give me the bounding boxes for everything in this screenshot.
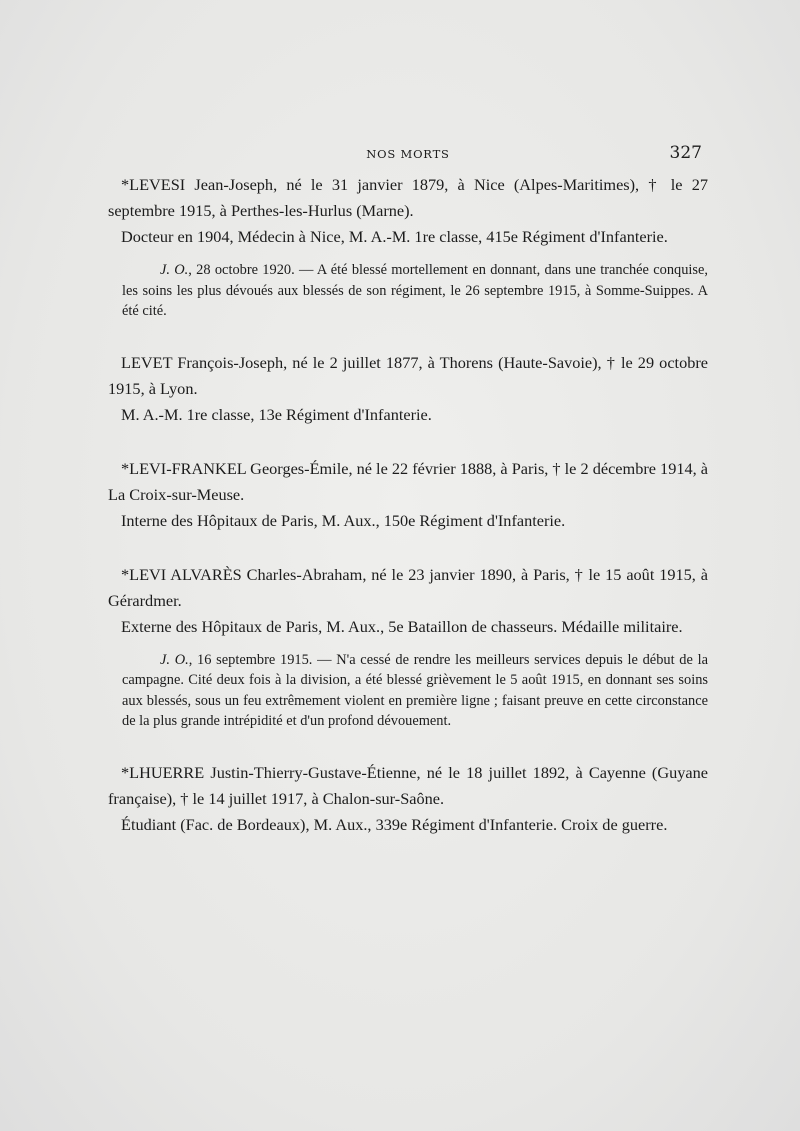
entry-detail: Interne des Hôpitaux de Paris, M. Aux., 150e Régiment d'Infanterie. (121, 510, 566, 530)
entry-heading: *LHUERRE Justin-Thierry-Gustave-Étienne, né le 18 juillet 1892, à Cayenne (Guyane française), † le 14 juillet 1917, à Chalon-sur-Saône. (108, 762, 708, 808)
entry-lhuerre (108, 760, 708, 838)
page-header (108, 143, 708, 165)
entry-detail: M. A.-M. 1re classe, 13e Régiment d'Infanterie. (121, 404, 432, 424)
entry-detail: Étudiant (Fac. de Bordeaux), M. Aux., 339e Régiment d'Infanterie. Croix de guerre. (121, 814, 668, 834)
entry-heading: *LEVI ALVARÈS Charles-Abraham, né le 23 janvier 1890, à Paris, † le 15 août 1915, à Gérardmer. (108, 564, 708, 610)
page-number: 327 (669, 143, 702, 163)
entry-levesi (108, 172, 708, 322)
citation-source: J. O. (160, 651, 189, 668)
entry-levi-frankel (108, 456, 708, 534)
entry-heading: *LEVESI Jean-Joseph, né le 31 janvier 1879, à Nice (Alpes-Maritimes), † le 27 septembre 1915, à Perthes-les-Hurlus (Marne). (108, 175, 708, 220)
entry-heading: LEVET François-Joseph, né le 2 juillet 1877, à Thorens (Haute-Savoie), † le 29 octobre 1915, à Lyon. (108, 352, 708, 398)
entry-levi-alvares (108, 562, 708, 732)
entry-citation (122, 260, 708, 322)
citation-source: J. O. (160, 262, 189, 278)
entry-heading: *LEVI-FRANKEL Georges-Émile, né le 22 février 1888, à Paris, † le 2 décembre 1914, à La Croix-sur-Meuse. (108, 458, 708, 504)
entry-detail: Docteur en 1904, Médecin à Nice, M. A.-M. 1re classe, 415e Régiment d'Infanterie. (121, 227, 668, 246)
entry-detail: Externe des Hôpitaux de Paris, M. Aux., 5e Bataillon de chasseurs. Médaille militaire. (121, 616, 683, 636)
citation-text: , 16 septembre 1915. — N'a cessé de rendre les meilleurs services depuis le début de la campagne. Cité deux fois à la division, a été blessé grièvement le 5 août 1915, en donnant ses soins aux blessés, sous un feu extrêmement violent en première ligne ; faisant preuve en cette circonstance de la plus grande intrépidité et d'un profond dévouement. (122, 651, 708, 729)
page-body (108, 172, 708, 866)
entry-citation (122, 650, 708, 732)
running-title: NOS MORTS (366, 147, 450, 161)
citation-text: , 28 octobre 1920. — A été blessé mortellement en donnant, dans une tranchée conquise, les soins les plus dévoués aux blessés de son régiment, le 26 septembre 1915, à Somme-Suippes. A été cité. (122, 262, 708, 319)
entry-levet (108, 350, 708, 428)
